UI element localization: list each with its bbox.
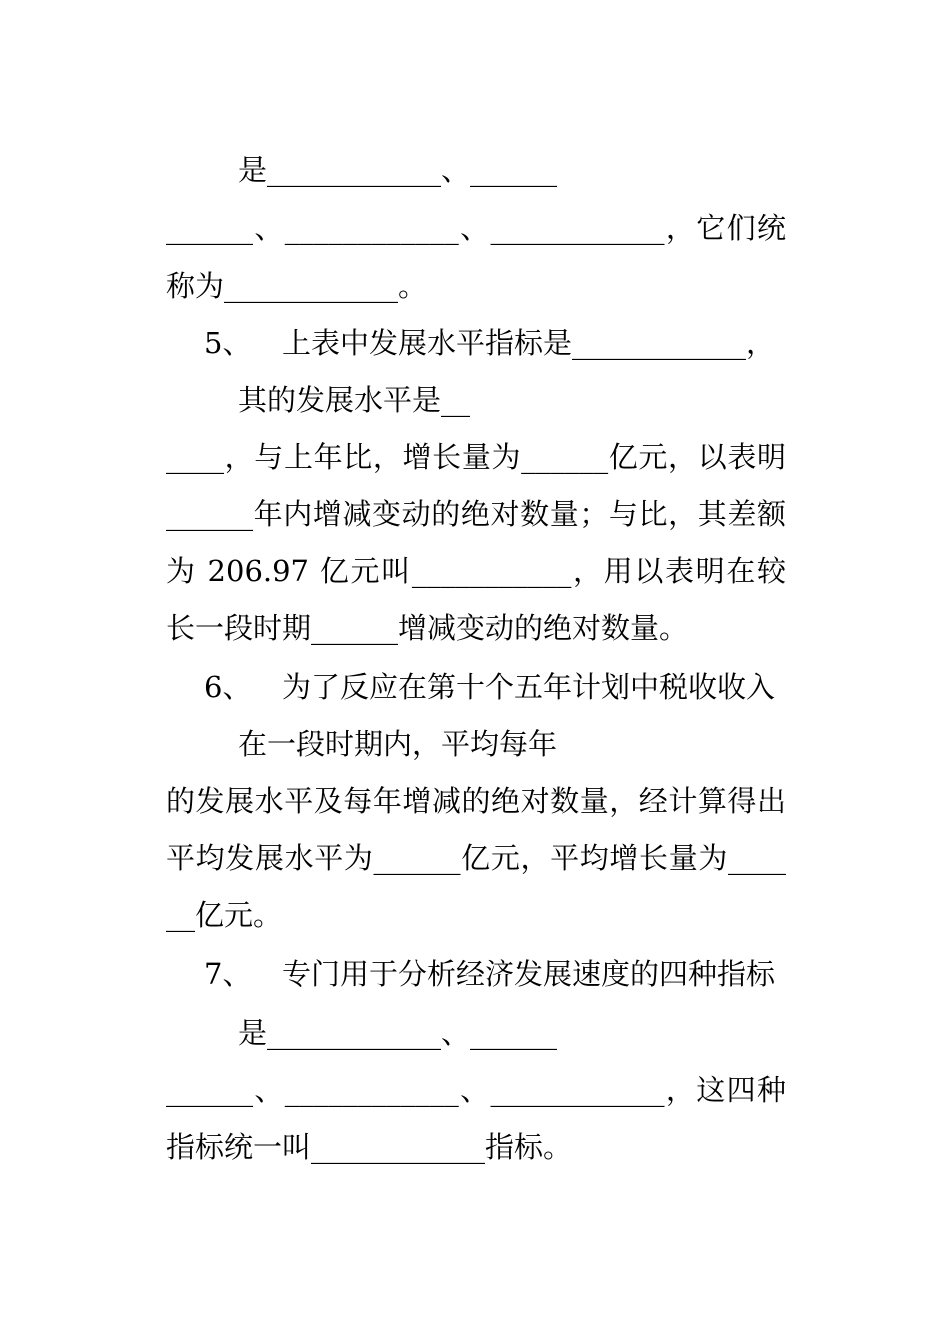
- text-line: ______、____________、____________，这四种: [166, 1073, 786, 1107]
- text-line: ____，与上年比，增长量为______亿元，以表明: [166, 440, 786, 474]
- question-5: [204, 323, 824, 363]
- text-line: 在一段时期内，平均每年: [238, 727, 558, 761]
- text-line: 是____________、______: [238, 1016, 558, 1050]
- text-line: 为 206.97 亿元叫___________，用以表明在较: [166, 554, 786, 588]
- text-line: __亿元。: [166, 898, 283, 932]
- question-text: 为了反应在第十个五年计划中税收收入: [282, 670, 776, 704]
- question-7: [204, 954, 824, 994]
- text-line: 平均发展水平为______亿元，平均增长量为____: [166, 841, 786, 875]
- text-line: 称为____________。: [166, 269, 428, 303]
- question-number: 5、: [204, 326, 252, 360]
- question-number: 6、: [204, 670, 252, 704]
- question-text: 专门用于分析经济发展速度的四种指标: [282, 957, 776, 991]
- question-text: 上表中发展水平指标是____________，: [282, 326, 776, 360]
- text-line: 其的发展水平是__: [238, 383, 471, 417]
- text-line: 长一段时期______增减变动的绝对数量。: [166, 611, 689, 645]
- question-6: [204, 667, 824, 707]
- text-line: ______年内增减变动的绝对数量；与比，其差额: [166, 497, 786, 531]
- question-number: 7、: [204, 957, 252, 991]
- text-line: 指标统一叫____________指标。: [166, 1130, 573, 1164]
- text-line: ______、____________、____________，它们统: [166, 211, 786, 245]
- text-line: 的发展水平及每年增减的绝对数量，经计算得出: [166, 784, 786, 818]
- text-line: 是____________、______: [238, 153, 558, 187]
